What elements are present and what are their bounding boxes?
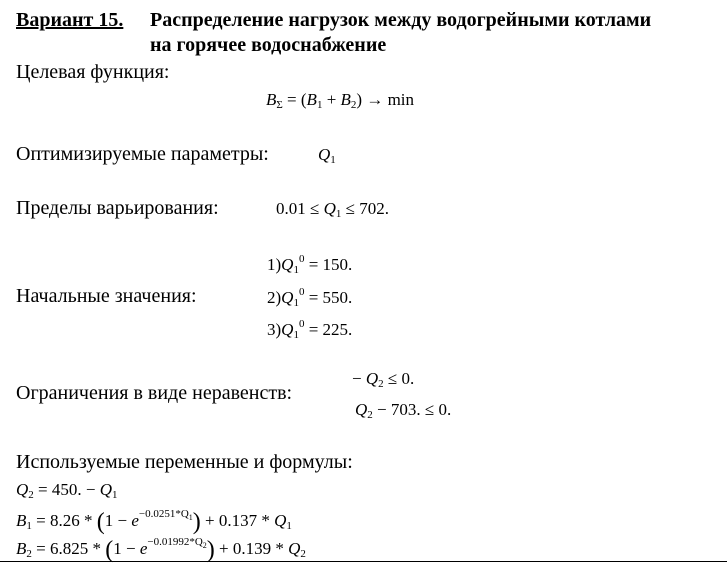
constraint-1: − $Q_2 \le 0$. <box>352 369 415 390</box>
initial-value-2: $2)Q_1^0 = 550$. <box>267 286 353 309</box>
title-line-1: Распределение нагрузок между водогрейными котлами <box>150 9 652 31</box>
bottom-rule <box>0 561 727 562</box>
variant-label: Вариант 15. <box>16 9 124 31</box>
params-label: Оптимизируемые параметры: <box>16 143 269 165</box>
initial-value-3: $3)Q_1^0 = 225$. <box>267 318 353 341</box>
formula-q2: $Q_2 = 450$. − $Q_1$ <box>16 480 118 501</box>
formula-b2: $B_2 = 6.825 * (1 - e^{-0.01992*Q_2}) + 0.139 * Q_2$ <box>16 536 306 563</box>
constraint-2: $Q_2 - 703$. ≤ 0. <box>355 400 452 421</box>
constraints-label: Ограничения в виде неравенств: <box>16 382 293 404</box>
objective-formula: $B_\Sigma = (B_1 + B_2) \to \min$ <box>266 90 415 111</box>
initial-value-1: $1)Q_1^0 = 150$. <box>267 253 353 276</box>
initial-label: Начальные значения: <box>16 285 197 307</box>
formula-b1: $B_1 = 8.26 * (1 - e^{-0.0251*Q_1}) + 0.137 * Q_1$ <box>16 508 292 535</box>
limits-label: Пределы варьирования: <box>16 197 219 219</box>
params-value: $Q_1$ <box>318 145 336 166</box>
formulas-label: Используемые переменные и формулы: <box>16 451 353 473</box>
objective-label: Целевая функция: <box>16 61 170 83</box>
title-line-2: на горячее водоснабжение <box>150 34 387 56</box>
limits-formula: $0.01 \le Q_1 \le 702$. <box>276 199 389 220</box>
